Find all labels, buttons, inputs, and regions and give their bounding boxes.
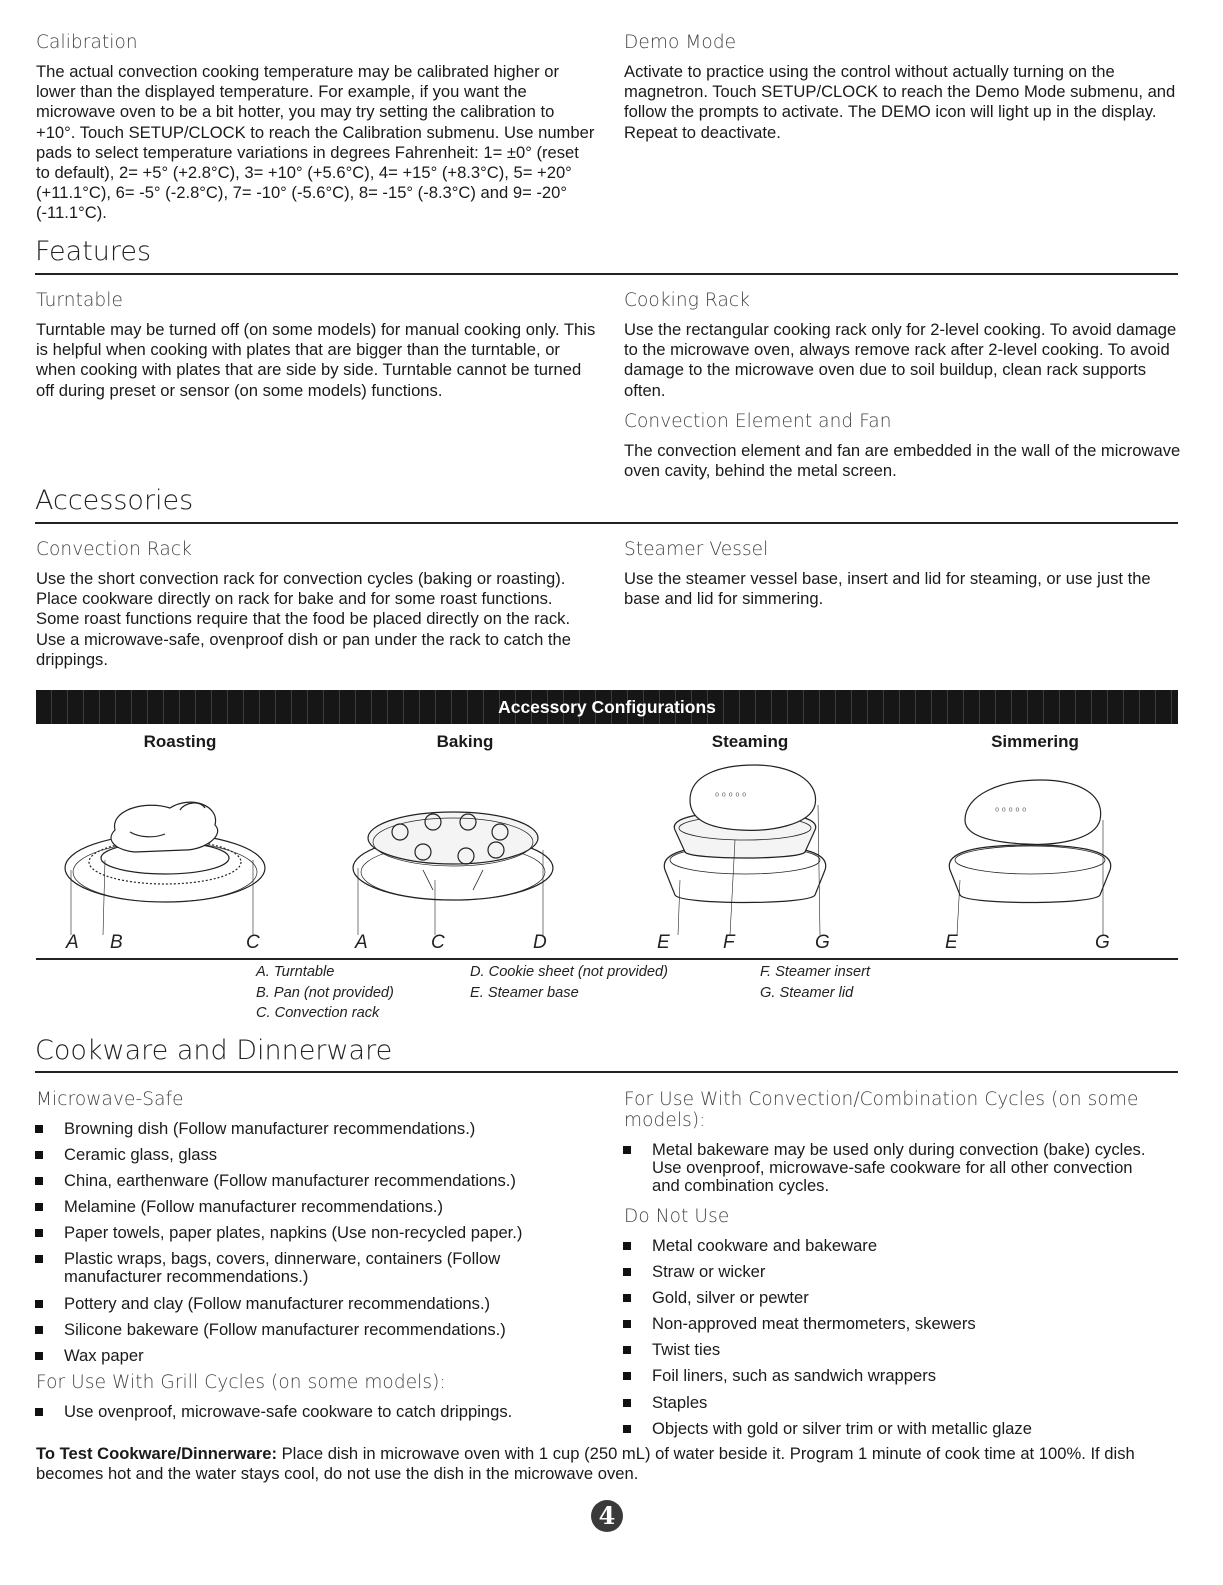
list-item: Straw or wicker <box>622 1263 1182 1281</box>
demo-mode-text: Activate to practice using the control without actually turning on the magnetron. Touch SETUP/CLOCK to reach the Demo Mode submenu, and follow the prompts to activate. The DEMO icon will light up in the display. Repeat to deactivate. <box>624 62 1176 142</box>
config-label-c: C <box>246 932 260 953</box>
convection-element-title: Convection Element and Fan <box>624 411 892 432</box>
list-item: Silicone bakeware (Follow manufacturer recommendations.) <box>34 1321 594 1339</box>
list-item: Foil liners, such as sandwich wrappers <box>622 1367 1182 1385</box>
steaming-illustration <box>650 760 840 940</box>
convection-cycles-title: For Use With Convection/Combination Cycles (on some models): <box>624 1089 1139 1131</box>
cookware-heading: Cookware and Dinnerware <box>35 1035 393 1066</box>
config-title-steaming: Steaming <box>711 732 789 751</box>
config-label-g: G <box>1095 932 1110 953</box>
legend-item: E. Steamer base <box>470 984 579 1001</box>
config-title-baking: Baking <box>436 732 494 751</box>
steamer-vessel-title: Steamer Vessel <box>624 539 769 560</box>
do-not-use-title: Do Not Use <box>624 1206 730 1227</box>
calibration-text: The actual convection cooking temperature may be calibrated higher or lower than the displayed temperature. For example, if you want the microwave oven to be a bit hotter, you may try setting the calibration to +10°. Touch SETUP/CLOCK to reach the Calibration submenu. Use number pads to select temperature variations in degrees Fahrenheit: 1= ±0° (reset to default), 2= +5° (+2.8°C), 3= +10° (+5.6°C), 4= +15° (+8.3°C), 5= +20° (+11.1°C), 6= -5° (-2.8°C), 7= -10° (-5.6°C), 8= -15° (-8.3°C) and 9= -20° (-11.1°C). <box>36 62 595 223</box>
legend-item: A. Turntable <box>256 964 335 980</box>
list-item: Staples <box>622 1394 1182 1412</box>
list-item: Use ovenproof, microwave-safe cookware to catch drippings. <box>34 1403 594 1421</box>
roasting-illustration <box>55 790 295 940</box>
list-item: Metal bakeware may be used only during convection (bake) cycles. Use ovenproof, microwave-safe cookware for all other convection and combination cycles. <box>622 1141 1162 1195</box>
legend-col-3 <box>760 962 870 1003</box>
page-number: 4 <box>591 1500 623 1532</box>
grill-cycles-title: For Use With Grill Cycles (on some models): <box>36 1372 446 1393</box>
convection-cycles-list <box>622 1141 1162 1203</box>
config-label-g: G <box>815 932 830 953</box>
list-item: Melamine (Follow manufacturer recommendations.) <box>34 1198 594 1216</box>
config-title-roasting: Roasting <box>143 732 217 751</box>
list-item: Paper towels, paper plates, napkins (Use non-recycled paper.) <box>34 1224 594 1242</box>
legend-item: G. Steamer lid <box>760 984 854 1001</box>
list-item: Pottery and clay (Follow manufacturer recommendations.) <box>34 1295 594 1313</box>
config-label-b: B <box>110 932 123 953</box>
steamer-vessel-text: Use the steamer vessel base, insert and lid for steaming, or use just the base and lid for simmering. <box>624 569 1151 609</box>
do-not-use-list <box>622 1237 1182 1446</box>
convection-rack-text: Use the short convection rack for convection cycles (baking or roasting). Place cookware directly on rack for bake and for some roast functions. Some roast functions require that the food be placed directly on the rack. Use a microwave-safe, ovenproof dish or pan under the rack to catch the drippings. <box>36 569 571 669</box>
list-item: Plastic wraps, bags, covers, dinnerware, containers (Follow manufacturer recommendations.) <box>34 1250 594 1286</box>
convection-element-text: The convection element and fan are embedded in the wall of the microwave oven cavity, behind the metal screen. <box>624 441 1181 481</box>
list-item: Browning dish (Follow manufacturer recommendations.) <box>34 1120 594 1138</box>
list-item: Metal cookware and bakeware <box>622 1237 1182 1255</box>
list-item: Ceramic glass, glass <box>34 1146 594 1164</box>
grill-cycles-list <box>34 1403 594 1429</box>
legend-item: F. Steamer insert <box>760 964 871 980</box>
convection-rack-title: Convection Rack <box>36 539 192 560</box>
config-legend-rule <box>36 958 1178 960</box>
demo-mode-title: Demo Mode <box>624 32 737 53</box>
cookware-rule <box>35 1071 1178 1073</box>
list-item: Twist ties <box>622 1341 1182 1359</box>
legend-item: B. Pan (not provided) <box>256 984 394 1001</box>
config-label-c: C <box>431 932 445 953</box>
simmering-illustration <box>935 770 1125 940</box>
test-cookware-text: Place dish in microwave oven with 1 cup (250 mL) of water beside it. Program 1 minute of cook time at 100%. If dish becomes hot and the water stays cool, do not use the dish in the microwave oven. <box>36 1444 1135 1484</box>
features-rule <box>35 273 1178 275</box>
microwave-safe-list <box>34 1120 594 1373</box>
svg-text:⁰ ⁰ ⁰ ⁰ ⁰: ⁰ ⁰ ⁰ ⁰ ⁰ <box>995 807 1027 818</box>
config-label-e: E <box>945 932 958 953</box>
cooking-rack-title: Cooking Rack <box>624 290 750 311</box>
list-item: Non-approved meat thermometers, skewers <box>622 1315 1182 1333</box>
accessories-rule <box>35 522 1178 524</box>
config-title-simmering: Simmering <box>991 732 1079 751</box>
legend-item: D. Cookie sheet (not provided) <box>470 964 668 980</box>
config-label-e: E <box>657 932 670 953</box>
legend-col-2 <box>470 962 668 1003</box>
test-cookware-label: To Test Cookware/Dinnerware: <box>36 1444 277 1463</box>
legend-item: C. Convection rack <box>256 1005 380 1021</box>
list-item: Objects with gold or silver trim or with metallic glaze <box>622 1420 1182 1438</box>
calibration-title: Calibration <box>36 32 138 53</box>
turntable-title: Turntable <box>36 290 123 311</box>
accessories-heading: Accessories <box>35 485 194 516</box>
config-label-f: F <box>723 932 735 953</box>
config-label-d: D <box>533 932 547 953</box>
list-item: Wax paper <box>34 1347 594 1365</box>
baking-illustration <box>338 790 578 940</box>
test-cookware-note <box>36 1444 1186 1484</box>
microwave-safe-title: Microwave-Safe <box>36 1089 184 1110</box>
svg-text:⁰ ⁰ ⁰ ⁰ ⁰: ⁰ ⁰ ⁰ ⁰ ⁰ <box>715 792 747 803</box>
turntable-text: Turntable may be turned off (on some models) for manual cooking only. This is helpful when cooking with plates that are bigger than the turntable, or when cooking with plates that are side by side. Turntable cannot be turned off during preset or sensor (on some models) functions. <box>36 320 596 400</box>
legend-col-1 <box>256 962 394 1024</box>
cooking-rack-text: Use the rectangular cooking rack only for 2-level cooking. To avoid damage to the microwave oven, always remove rack after 2-level cooking. To avoid damage to the microwave oven due to soil buildup, clean rack supports often. <box>624 320 1177 400</box>
config-label-a: A <box>66 932 79 953</box>
accessory-configurations-banner: Accessory Configurations <box>36 690 1178 724</box>
config-label-a: A <box>355 932 368 953</box>
list-item: China, earthenware (Follow manufacturer recommendations.) <box>34 1172 594 1190</box>
features-heading: Features <box>35 236 152 267</box>
list-item: Gold, silver or pewter <box>622 1289 1182 1307</box>
